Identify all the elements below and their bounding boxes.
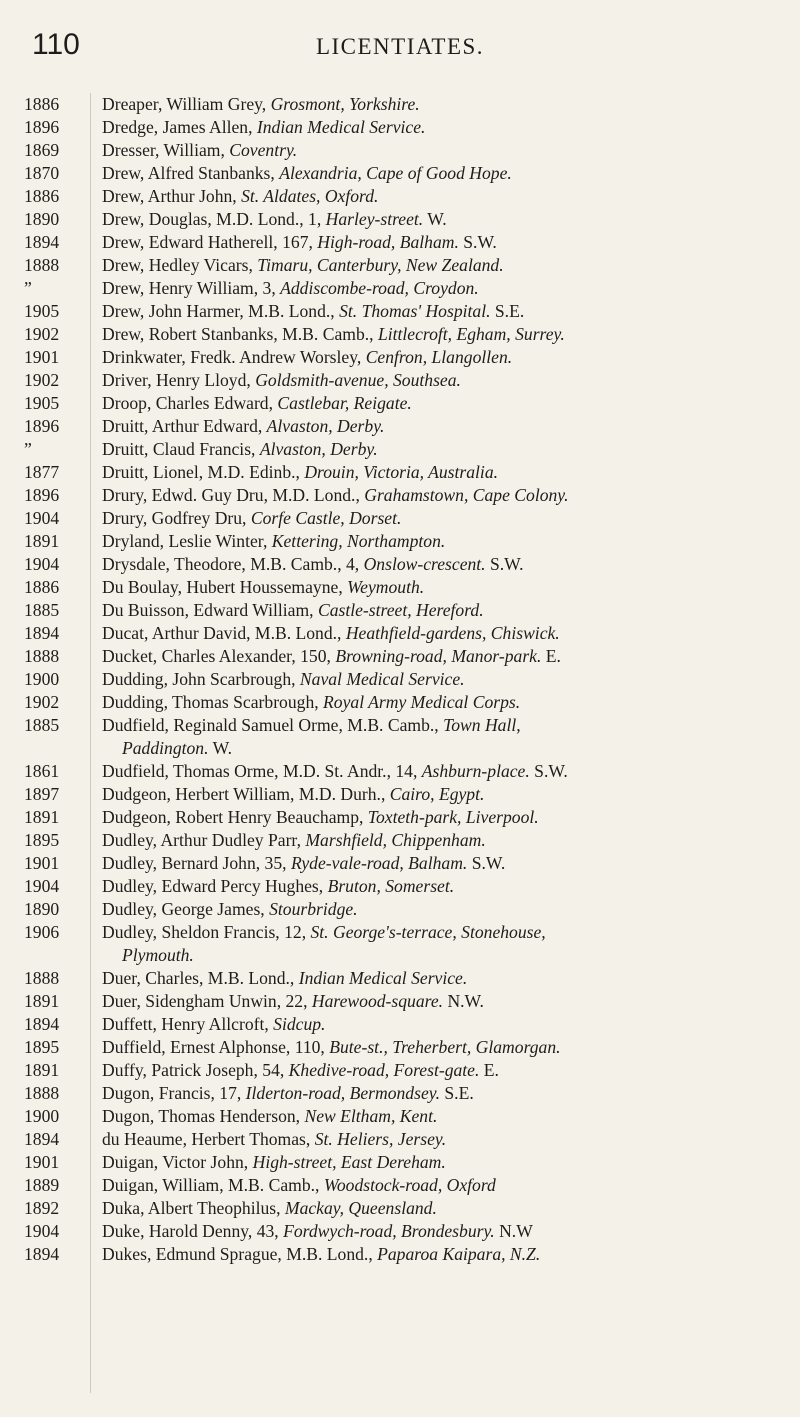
list-item [0,346,800,369]
list-item [0,783,800,806]
entry-address: Cenfron, Llangollen. [365,347,513,367]
entry-year: 1886 [24,186,60,206]
entry-address: Drouin, Victoria, Australia. [304,462,499,482]
list-item [0,1197,800,1220]
entry-name: Duffy, Patrick Joseph, 54, [102,1060,289,1080]
entry-text [102,139,792,162]
entry-text [102,622,792,645]
entry-district: S.E. [490,301,525,321]
entry-text [102,507,792,530]
list-item [0,415,800,438]
entry-address: Grosmont, Yorkshire. [270,94,420,114]
entry-text [102,898,792,921]
entry-address: Kettering, Northampton. [271,531,446,551]
list-item [0,875,800,898]
entry-address: St. George's-terrace, Stonehouse, [310,922,546,942]
entry-name: Drew, Alfred Stanbanks, [102,163,280,183]
entry-year: 1904 [24,554,60,574]
entry-name: du Heaume, Herbert Thomas, [102,1129,315,1149]
entry-address: Woodstock-road, Oxford [323,1175,496,1195]
list-item [0,622,800,645]
entry-year: 1892 [24,1198,60,1218]
list-item [0,461,800,484]
entry-text [102,1197,792,1220]
entry-year: 1894 [24,1244,60,1264]
entry-address: Mackay, Queensland. [284,1198,437,1218]
entry-name: Druitt, Lionel, M.D. Edinb., [102,462,305,482]
entry-address: Grahamstown, Cape Colony. [364,485,569,505]
entry-address: St. Heliers, Jersey. [314,1129,447,1149]
entry-year: 1885 [24,715,60,735]
entry-year: 1861 [24,761,60,781]
list-item [0,231,800,254]
entry-name: Dryland, Leslie Winter, [102,531,272,551]
entry-address: Ashburn-place. [421,761,530,781]
entry-address: Naval Medical Service. [299,669,465,689]
entry-address: High-street, East Dereham. [252,1152,446,1172]
entry-name: Drew, Robert Stanbanks, M.B. Camb., [102,324,378,344]
entry-text [102,93,792,116]
list-item [0,645,800,668]
entry-year: 1896 [24,117,60,137]
entry-year: 1897 [24,784,60,804]
entry-text [102,599,792,622]
entry-year: 1891 [24,991,60,1011]
entry-address: Indian Medical Service. [256,117,426,137]
entry-address: Paparoa Kaipara, N.Z. [377,1244,541,1264]
entry-text [102,277,792,300]
entry-text [102,1013,792,1036]
entry-text [102,829,792,852]
entry-name: Druitt, Claud Francis, [102,439,260,459]
entry-name: Drew, Edward Hatherell, 167, [102,232,318,252]
entry-year: 1889 [24,1175,60,1195]
list-item [0,1243,800,1266]
entry-name: Drew, John Harmer, M.B. Lond., [102,301,340,321]
entry-text [102,461,792,484]
entry-year: ” [24,278,32,298]
list-item [0,254,800,277]
list-item [0,691,800,714]
entry-text [102,415,792,438]
entry-name: Dudding, Thomas Scarbrough, [102,692,324,712]
entry-year: ” [24,439,32,459]
entry-name: Drury, Godfrey Dru, [102,508,251,528]
entry-text [102,576,792,599]
entry-address: New Eltham, Kent. [304,1106,438,1126]
entry-year: 1891 [24,807,60,827]
entry-text [102,714,792,737]
entry-district: N.W. [443,991,484,1011]
entry-name: Du Buisson, Edward William, [102,600,318,620]
entry-text [102,1220,792,1243]
entry-address: Toxteth-park, Liverpool. [367,807,539,827]
entry-address: St. Aldates, Oxford. [241,186,379,206]
entry-address: Castlebar, Reigate. [277,393,412,413]
running-title: LICENTIATES. [315,34,485,59]
entry-name: Dredge, James Allen, [102,117,257,137]
list-item [0,990,800,1013]
entry-address: Indian Medical Service. [298,968,468,988]
list-item [0,967,800,990]
entry-text [102,1082,792,1105]
entry-text [102,967,792,990]
list-item [0,668,800,691]
entry-name: Drinkwater, Fredk. Andrew Worsley, [102,347,366,367]
entry-year: 1905 [24,301,60,321]
entry-address: Stourbridge. [269,899,358,919]
entry-year: 1877 [24,462,60,482]
entry-address: Coventry. [229,140,298,160]
entry-year: 1886 [24,577,60,597]
list-item [0,507,800,530]
entry-address: Littlecroft, Egham, Surrey. [377,324,565,344]
list-item [0,369,800,392]
entry-text [102,1151,792,1174]
entry-text [102,300,792,323]
entry-year: 1902 [24,692,60,712]
entry-name: Driver, Henry Lloyd, [102,370,256,390]
list-item [0,93,800,116]
list-item [0,714,800,760]
entry-year: 1886 [24,94,60,114]
entry-name: Drury, Edwd. Guy Dru, M.D. Lond., [102,485,365,505]
entry-year: 1891 [24,531,60,551]
entry-year: 1896 [24,416,60,436]
list-item [0,185,800,208]
page-number: 110 [32,28,80,61]
list-item [0,553,800,576]
list-item [0,438,800,461]
entry-district: N.W [494,1221,533,1241]
entry-continuation [122,737,800,760]
entry-name: Dresser, William, [102,140,230,160]
entry-name: Dudley, Arthur Dudley Parr, [102,830,306,850]
entry-address: Khedive-road, Forest-gate. [288,1060,480,1080]
entry-name: Dudley, Bernard John, 35, [102,853,291,873]
entry-text [102,231,792,254]
list-item [0,116,800,139]
entry-year: 1906 [24,922,60,942]
entry-year: 1894 [24,1129,60,1149]
list-item [0,852,800,875]
entry-name: Dreaper, William Grey, [102,94,271,114]
list-item [0,898,800,921]
entry-address: Marshfield, Chippenham. [305,830,486,850]
entry-year: 1895 [24,830,60,850]
entry-name: Duka, Albert Theophilus, [102,1198,285,1218]
entry-text [102,392,792,415]
list-item [0,484,800,507]
entry-year: 1885 [24,600,60,620]
entry-text [102,208,792,231]
entry-address: Castle-street, Hereford. [317,600,484,620]
entry-name: Ducat, Arthur David, M.B. Lond., [102,623,346,643]
entry-name: Duigan, William, M.B. Camb., [102,1175,324,1195]
entry-text [102,254,792,277]
entry-year: 1870 [24,163,60,183]
entry-year: 1888 [24,255,60,275]
entry-year: 1894 [24,1014,60,1034]
entry-year: 1896 [24,485,60,505]
list-item [0,1128,800,1151]
list-item [0,1105,800,1128]
entry-address: Weymouth. [347,577,425,597]
list-item [0,1082,800,1105]
list-item [0,921,800,967]
entry-address: Harley-street. [325,209,424,229]
entry-text [102,1174,792,1197]
entry-address: Cairo, Egypt. [389,784,485,804]
entry-year: 1900 [24,669,60,689]
entry-address: Goldsmith-avenue, Southsea. [255,370,461,390]
entry-year: 1891 [24,1060,60,1080]
entry-name: Ducket, Charles Alexander, 150, [102,646,336,666]
entry-address-continued: Paddington. [122,738,209,758]
entry-address: Ilderton-road, Bermondsey. [245,1083,440,1103]
entry-name: Droop, Charles Edward, [102,393,278,413]
entry-year: 1894 [24,232,60,252]
entry-district: S.E. [439,1083,474,1103]
list-item [0,576,800,599]
entry-text [102,852,792,875]
entry-text [102,369,792,392]
entry-district: E. [479,1060,499,1080]
entry-district: E. [541,646,561,666]
list-item [0,1220,800,1243]
entry-text [102,760,792,783]
list-item [0,139,800,162]
entry-address: Bruton, Somerset. [327,876,455,896]
entry-text [102,1128,792,1151]
list-item [0,806,800,829]
entry-name: Duffield, Ernest Alphonse, 110, [102,1037,330,1057]
list-item [0,1151,800,1174]
entry-text [102,438,792,461]
entry-text [102,921,792,944]
entry-year: 1888 [24,968,60,988]
entry-name: Dudgeon, Herbert William, M.D. Durh., [102,784,390,804]
entry-year: 1895 [24,1037,60,1057]
entry-address: Ryde-vale-road, Balham. [290,853,468,873]
entry-text [102,116,792,139]
entry-address: Corfe Castle, Dorset. [250,508,402,528]
list-item [0,530,800,553]
entry-year: 1902 [24,370,60,390]
list-item [0,829,800,852]
entry-text [102,1105,792,1128]
entry-name: Duer, Charles, M.B. Lond., [102,968,299,988]
list-item [0,760,800,783]
list-item [0,1059,800,1082]
entry-name: Dugon, Francis, 17, [102,1083,246,1103]
entry-text [102,1243,792,1266]
entry-name: Druitt, Arthur Edward, [102,416,267,436]
entry-name: Dudley, Sheldon Francis, 12, [102,922,311,942]
entry-name: Dudding, John Scarbrough, [102,669,300,689]
entry-name: Dugon, Thomas Henderson, [102,1106,305,1126]
entry-text [102,691,792,714]
entry-district: S.W. [529,761,568,781]
entry-name: Duffett, Henry Allcroft, [102,1014,274,1034]
entry-text [102,530,792,553]
list-item [0,392,800,415]
entry-year: 1894 [24,623,60,643]
entry-name: Dudgeon, Robert Henry Beauchamp, [102,807,368,827]
list-item [0,162,800,185]
entry-name: Drew, Arthur John, [102,186,242,206]
entry-name: Dudfield, Reginald Samuel Orme, M.B. Camb., [102,715,444,735]
list-item [0,1036,800,1059]
entry-district: S.W. [458,232,497,252]
entry-address: Alvaston, Derby. [266,416,385,436]
list-item [0,300,800,323]
entry-name: Du Boulay, Hubert Houssemayne, [102,577,348,597]
entry-text [102,806,792,829]
entry-year: 1869 [24,140,60,160]
entry-name: Drew, Henry William, 3, [102,278,281,298]
entry-address: Onslow-crescent. [363,554,486,574]
entry-district: W. [423,209,447,229]
list-item [0,1174,800,1197]
list-item [0,208,800,231]
entry-address: Town Hall, [443,715,521,735]
entry-year: 1905 [24,393,60,413]
entry-text [102,185,792,208]
entry-text [102,162,792,185]
entry-name: Dukes, Edmund Sprague, M.B. Lond., [102,1244,378,1264]
entry-year: 1902 [24,324,60,344]
entry-year: 1901 [24,1152,60,1172]
entry-year: 1890 [24,209,60,229]
entry-district: S.W. [467,853,506,873]
entry-year: 1904 [24,876,60,896]
entry-address: Browning-road, Manor-park. [335,646,542,666]
entry-text [102,553,792,576]
entry-text [102,783,792,806]
entry-year: 1904 [24,1221,60,1241]
entry-name: Dudfield, Thomas Orme, M.D. St. Andr., 14, [102,761,422,781]
entry-name: Duer, Sidengham Unwin, 22, [102,991,312,1011]
entry-text [102,645,792,668]
entry-district-continued: W. [208,738,232,758]
entry-name: Drew, Hedley Vicars, [102,255,258,275]
entry-year: 1890 [24,899,60,919]
entry-address: Bute-st., Treherbert, Glamorgan. [329,1037,561,1057]
entry-text [102,323,792,346]
entry-year: 1900 [24,1106,60,1126]
entry-name: Duigan, Victor John, [102,1152,253,1172]
entry-address: Royal Army Medical Corps. [323,692,521,712]
entry-address: Timaru, Canterbury, New Zealand. [257,255,504,275]
list-item [0,277,800,300]
entry-address: Alexandria, Cape of Good Hope. [279,163,512,183]
entry-year: 1888 [24,1083,60,1103]
list-item [0,599,800,622]
entry-year: 1901 [24,347,60,367]
entry-name: Drysdale, Theodore, M.B. Camb., 4, [102,554,364,574]
entry-text [102,1059,792,1082]
entry-year: 1888 [24,646,60,666]
entry-name: Duke, Harold Denny, 43, [102,1221,284,1241]
entry-address-continued: Plymouth. [122,945,194,965]
entry-text [102,990,792,1013]
entry-name: Dudley, George James, [102,899,270,919]
entry-text [102,668,792,691]
entry-address: Addiscombe-road, Croydon. [280,278,479,298]
entry-district: S.W. [485,554,524,574]
entry-name: Drew, Douglas, M.D. Lond., 1, [102,209,326,229]
entry-text [102,875,792,898]
entry-text [102,346,792,369]
entry-year: 1901 [24,853,60,873]
entry-address: Harewood-square. [311,991,444,1011]
entry-name: Dudley, Edward Percy Hughes, [102,876,328,896]
page-header [0,28,800,68]
entry-address: Alvaston, Derby. [259,439,378,459]
entry-address: Fordwych-road, Brondesbury. [283,1221,495,1241]
entry-continuation [122,944,800,967]
entry-text [102,1036,792,1059]
entry-address: St. Thomas' Hospital. [339,301,491,321]
entry-address: Heathfield-gardens, Chiswick. [345,623,560,643]
entry-year: 1904 [24,508,60,528]
list-item [0,1013,800,1036]
entry-address: High-road, Balham. [317,232,459,252]
entry-text [102,484,792,507]
entries-list [0,93,800,1266]
entry-address: Sidcup. [273,1014,326,1034]
list-item [0,323,800,346]
